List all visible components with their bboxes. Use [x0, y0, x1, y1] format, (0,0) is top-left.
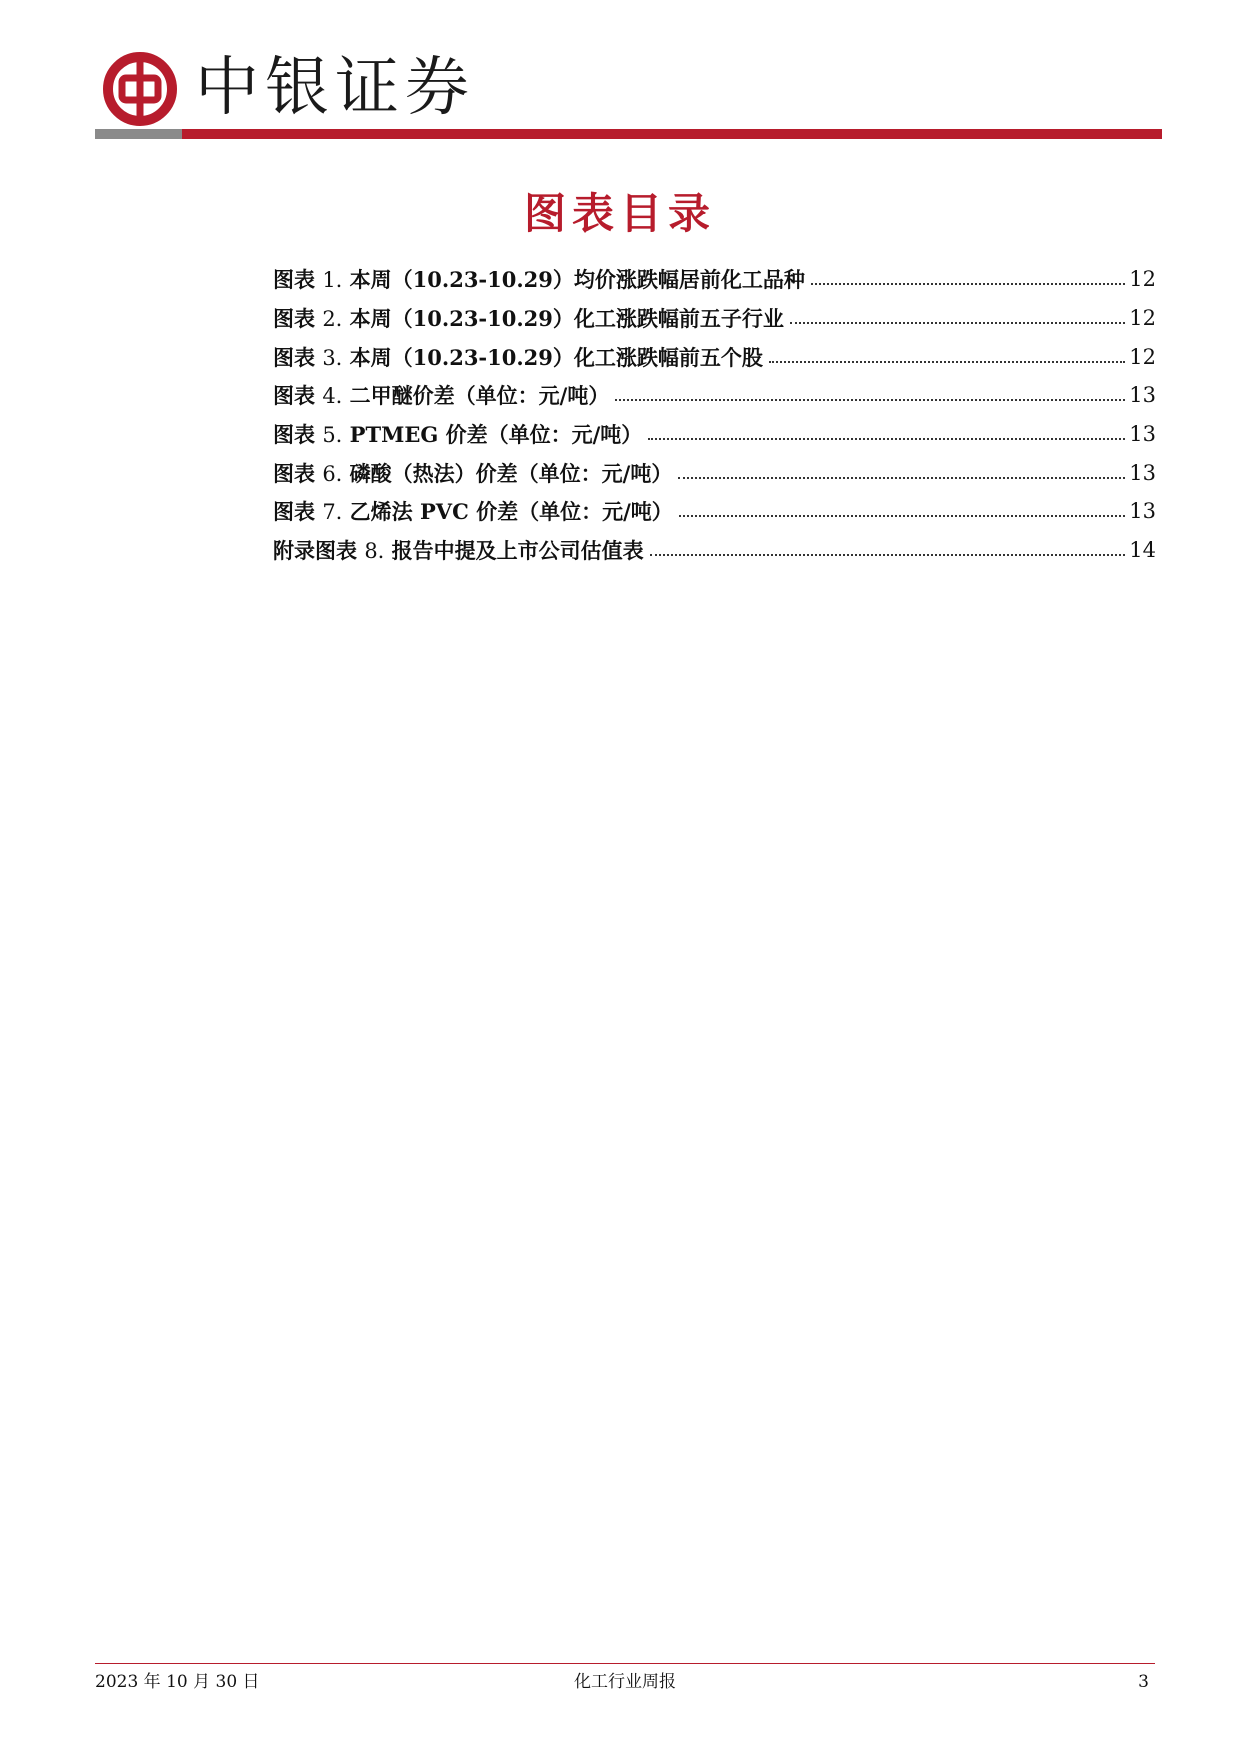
toc-entry-caption: 本周（10.23-10.29）化工涨跌幅前五子行业 [349, 306, 784, 332]
toc-entry-page: 12 [1129, 344, 1156, 369]
toc-entry-page: 14 [1129, 538, 1156, 563]
toc-entry-caption: 本周（10.23-10.29）化工涨跌幅前五个股 [349, 344, 763, 370]
brand-name: 中银证券 [195, 51, 475, 125]
page-header [95, 40, 1155, 145]
toc-leader-dots [679, 515, 1126, 517]
header-bar-gray-segment [95, 129, 182, 139]
footer-page-number: 3 [1138, 1672, 1149, 1692]
toc-leader-dots [790, 322, 1125, 324]
toc-leader-dots [769, 361, 1125, 363]
toc-entry[interactable] [273, 492, 1156, 531]
toc-entry-label: 图表 [273, 344, 315, 370]
toc-entry-caption: 二甲醚价差（单位：元/吨） [349, 383, 610, 409]
toc-entry-number: 6. [322, 461, 343, 486]
footer-report-name: 化工行业周报 [574, 1672, 676, 1692]
toc-entry-label: 图表 [273, 499, 315, 525]
footer-date: 2023 年 10 月 30 日 [95, 1672, 260, 1692]
toc-entry-caption: 本周（10.23-10.29）均价涨跌幅居前化工品种 [349, 267, 805, 293]
toc-entry-text [273, 342, 763, 372]
toc-entry-label: 图表 [273, 383, 315, 409]
toc-entry-number: 5. [322, 423, 343, 448]
toc-entry-page: 13 [1129, 499, 1156, 524]
toc-entry-page: 12 [1129, 306, 1156, 331]
toc-entry-number: 4. [322, 384, 343, 409]
toc-entry-label: 图表 [273, 422, 315, 448]
toc-entry-number: 8. [364, 539, 385, 564]
toc-entry-caption: 报告中提及上市公司估值表 [391, 538, 644, 564]
toc-entry-page: 13 [1129, 383, 1156, 408]
toc-entry-page: 13 [1129, 422, 1156, 447]
toc-entry-page: 12 [1129, 267, 1156, 292]
toc-entry[interactable] [273, 337, 1156, 376]
toc-entry-label: 图表 [273, 306, 315, 332]
toc-entry-number: 1. [322, 268, 343, 293]
toc-entry-number: 3. [322, 345, 343, 370]
toc-leader-dots [650, 554, 1126, 556]
toc-entry-number: 2. [322, 307, 343, 332]
toc-entry-text [273, 303, 784, 333]
toc-leader-dots [648, 438, 1125, 440]
toc-entry-text [273, 496, 673, 526]
toc-entry[interactable] [273, 453, 1156, 492]
toc-entry-number: 7. [322, 500, 343, 525]
toc-entry[interactable] [273, 299, 1156, 338]
header-divider-bar [95, 129, 1162, 139]
header-bar-red-segment [182, 129, 1162, 139]
toc-entry-label: 图表 [273, 460, 315, 486]
toc-entry-text [273, 458, 672, 488]
toc-title: 图表目录 [523, 189, 716, 238]
toc-entry[interactable] [273, 376, 1156, 415]
bank-of-china-logo-icon [103, 52, 177, 126]
toc-list [273, 260, 1156, 570]
toc-entry-text [273, 380, 609, 410]
toc-entry-caption: 磷酸（热法）价差（单位：元/吨） [349, 460, 673, 486]
footer-divider [95, 1663, 1155, 1664]
toc-entry[interactable] [273, 415, 1156, 454]
toc-leader-dots [615, 399, 1125, 401]
toc-entry-caption: PTMEG 价差（单位：元/吨） [349, 422, 643, 448]
toc-entry-label: 附录图表 [273, 538, 357, 564]
toc-entry[interactable] [273, 260, 1156, 299]
toc-leader-dots [811, 283, 1125, 285]
toc-leader-dots [678, 477, 1125, 479]
toc-entry-text [273, 419, 642, 449]
toc-entry-page: 13 [1129, 460, 1156, 485]
page-footer [95, 1669, 1155, 1695]
toc-entry[interactable] [273, 531, 1156, 570]
toc-entry-caption: 乙烯法 PVC 价差（单位：元/吨） [349, 499, 673, 525]
toc-entry-text [273, 264, 805, 294]
toc-entry-label: 图表 [273, 267, 315, 293]
toc-entry-text [273, 535, 644, 565]
